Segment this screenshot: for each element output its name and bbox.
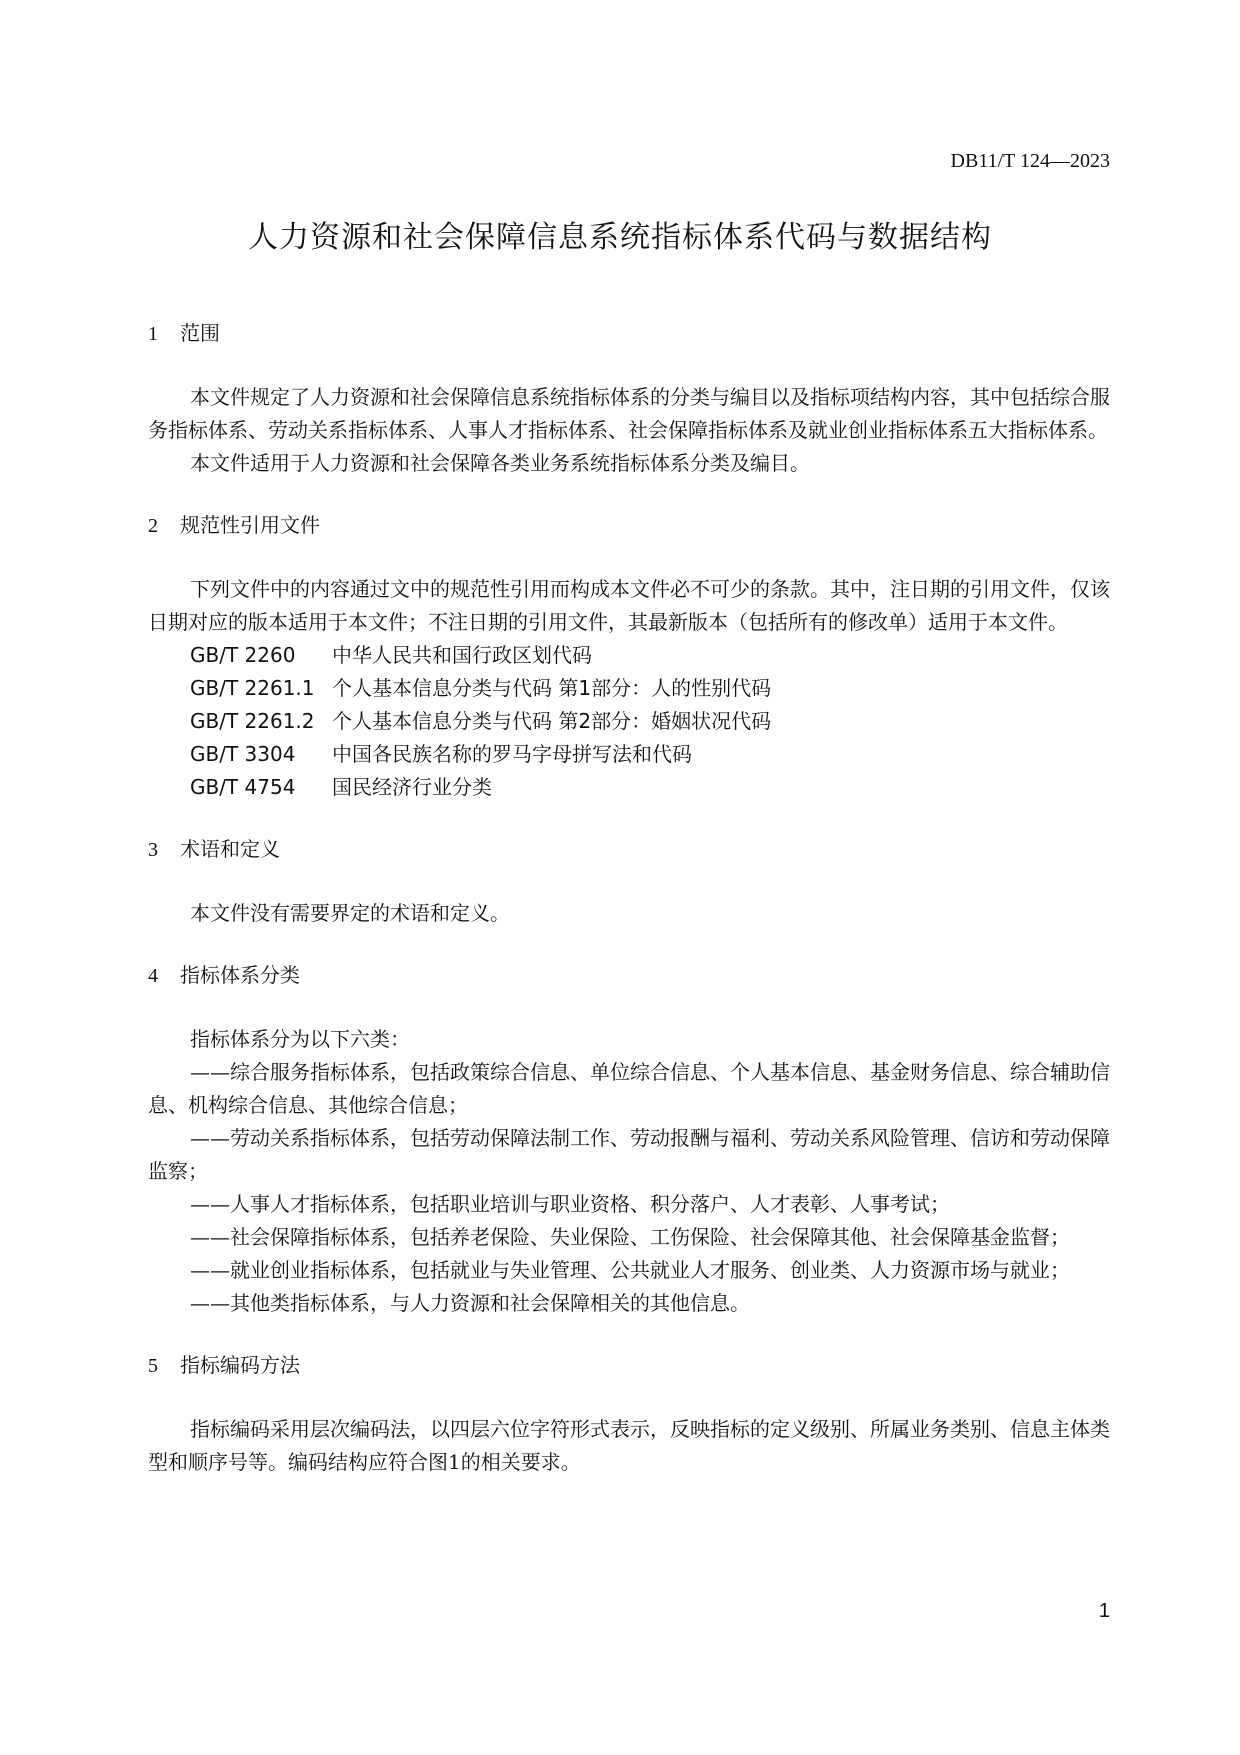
list-item: ——人事人才指标体系，包括职业培训与职业资格、积分落户、人才表彰、人事考试； xyxy=(190,1192,950,1216)
section-title: 规范性引用文件 xyxy=(180,513,320,537)
document-code: DB11/T 124—2023 xyxy=(950,150,1110,172)
section-heading-classification xyxy=(148,958,1110,993)
reference-item xyxy=(148,672,1110,705)
reference-code: GB/T 2261.2 xyxy=(190,709,315,733)
document-title: 人力资源和社会保障信息系统指标体系代码与数据结构 xyxy=(248,220,992,255)
section-title: 范围 xyxy=(180,321,220,345)
paragraph: 下列文件中的内容通过文中的规范性引用而构成本文件必不可少的条款。其中，注日期的引用文件，仅该日期对应的版本适用于本文件；不注日期的引用文件，其最新版本（包括所有的修改单）适用于本文件。 xyxy=(148,577,1110,634)
list-item: ——就业创业指标体系，包括就业与失业管理、公共就业人才服务、创业类、人力资源市场与就业； xyxy=(190,1258,1070,1282)
list-item: ——社会保障指标体系，包括养老保险、失业保险、工伤保险、社会保障其他、社会保障基金监督； xyxy=(190,1225,1070,1249)
section-number: 4 xyxy=(148,965,158,987)
list-item: ——劳动关系指标体系，包括劳动保障法制工作、劳动报酬与福利、劳动关系风险管理、信访和劳动保障监察； xyxy=(148,1126,1110,1183)
section-number: 3 xyxy=(148,839,158,861)
page-number: 1 xyxy=(1098,1600,1110,1622)
section-title: 术语和定义 xyxy=(180,837,280,861)
section-heading-coding-method xyxy=(148,1348,1110,1383)
section-heading-normative-references xyxy=(148,508,1110,543)
reference-name: 个人基本信息分类与代码 第1部分：人的性别代码 xyxy=(332,676,772,700)
reference-code: GB/T 4754 xyxy=(190,775,296,799)
reference-name: 中国各民族名称的罗马字母拼写法和代码 xyxy=(332,742,692,766)
reference-name: 个人基本信息分类与代码 第2部分：婚姻状况代码 xyxy=(332,709,772,733)
section-heading-scope xyxy=(148,316,1110,351)
paragraph: 本文件没有需要界定的术语和定义。 xyxy=(190,901,510,925)
reference-item xyxy=(148,771,1110,804)
list-item: ——综合服务指标体系，包括政策综合信息、单位综合信息、个人基本信息、基金财务信息、综合辅助信息、机构综合信息、其他综合信息； xyxy=(148,1060,1110,1117)
section-number: 5 xyxy=(148,1355,158,1377)
paragraph: 本文件规定了人力资源和社会保障信息系统指标体系的分类与编目以及指标项结构内容，其中包括综合服务指标体系、劳动关系指标体系、人事人才指标体系、社会保障指标体系及就业创业指标体系五大指标体系。 xyxy=(148,385,1110,442)
section-number: 1 xyxy=(148,323,158,345)
paragraph: 指标编码采用层次编码法，以四层六位字符形式表示，反映指标的定义级别、所属业务类别、信息主体类型和顺序号等。编码结构应符合图1的相关要求。 xyxy=(148,1417,1110,1474)
section-heading-terms xyxy=(148,832,1110,867)
reference-item xyxy=(148,738,1110,771)
reference-item xyxy=(148,639,1110,672)
reference-code: GB/T 2261.1 xyxy=(190,676,315,700)
paragraph: 本文件适用于人力资源和社会保障各类业务系统指标体系分类及编目。 xyxy=(190,451,810,475)
reference-item xyxy=(148,705,1110,738)
reference-code: GB/T 2260 xyxy=(190,643,296,667)
list-item: ——其他类指标体系，与人力资源和社会保障相关的其他信息。 xyxy=(190,1291,750,1315)
section-title: 指标体系分类 xyxy=(180,963,300,987)
paragraph: 指标体系分为以下六类： xyxy=(190,1027,410,1051)
section-number: 2 xyxy=(148,515,158,537)
reference-code: GB/T 3304 xyxy=(190,742,296,766)
reference-name: 国民经济行业分类 xyxy=(332,775,492,799)
section-title: 指标编码方法 xyxy=(180,1353,300,1377)
reference-name: 中华人民共和国行政区划代码 xyxy=(332,643,592,667)
document-body xyxy=(148,316,1110,1479)
